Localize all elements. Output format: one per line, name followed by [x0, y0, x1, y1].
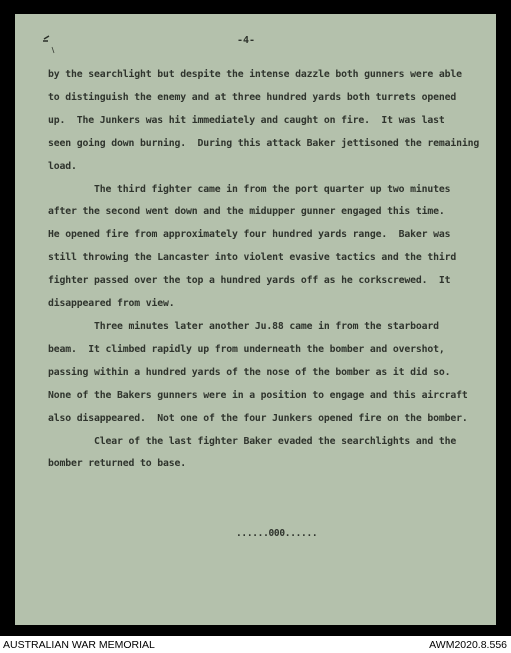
text-line: to distinguish the enemy and at three hundred yards both turrets opened: [48, 91, 457, 103]
text-line: fighter passed over the top a hundred yards off as he corkscrewed. It: [48, 275, 451, 287]
reference-id: AWM2020.8.556: [429, 639, 507, 651]
text-line: by the searchlight but despite the intense dazzle both gunners were able: [48, 69, 462, 80]
text-line: up. The Junkers was hit immediately and caught on fire. It was last: [48, 114, 445, 126]
text-line: load.: [48, 160, 77, 172]
text-line: seen going down burning. During this attack Baker jettisoned the remaining: [48, 137, 480, 149]
text-line: after the second went down and the midupper gunner engaged this time.: [48, 206, 445, 218]
typed-body: [48, 64, 493, 476]
text-line: None of the Bakers gunners were in a position to engage and this aircraft: [48, 389, 468, 401]
text-line: still throwing the Lancaster into violent evasive tactics and the third: [48, 252, 457, 264]
end-separator: ......000......: [236, 528, 318, 539]
footer-bar: [0, 636, 511, 653]
text-line: disappeared from view.: [48, 298, 175, 310]
text-line: also disappeared. Not one of the four Junkers opened fire on the bomber.: [48, 412, 468, 424]
text-line: passing within a hundred yards of the nose of the bomber as it did so.: [48, 366, 451, 378]
pencil-mark: [42, 33, 56, 55]
page-number: -4-: [237, 35, 256, 46]
text-line: bomber returned to base.: [48, 458, 186, 470]
institution-label: AUSTRALIAN WAR MEMORIAL: [3, 639, 155, 651]
text-line: Clear of the last fighter Baker evaded the searchlights and the: [48, 435, 457, 447]
text-line: The third fighter came in from the port quarter up two minutes: [48, 183, 451, 195]
text-line: beam. It climbed rapidly up from underneath the bomber and overshot,: [48, 343, 445, 355]
text-line: Three minutes later another Ju.88 came in from the starboard: [48, 320, 439, 332]
text-line: He opened fire from approximately four hundred yards range. Baker was: [48, 229, 451, 241]
